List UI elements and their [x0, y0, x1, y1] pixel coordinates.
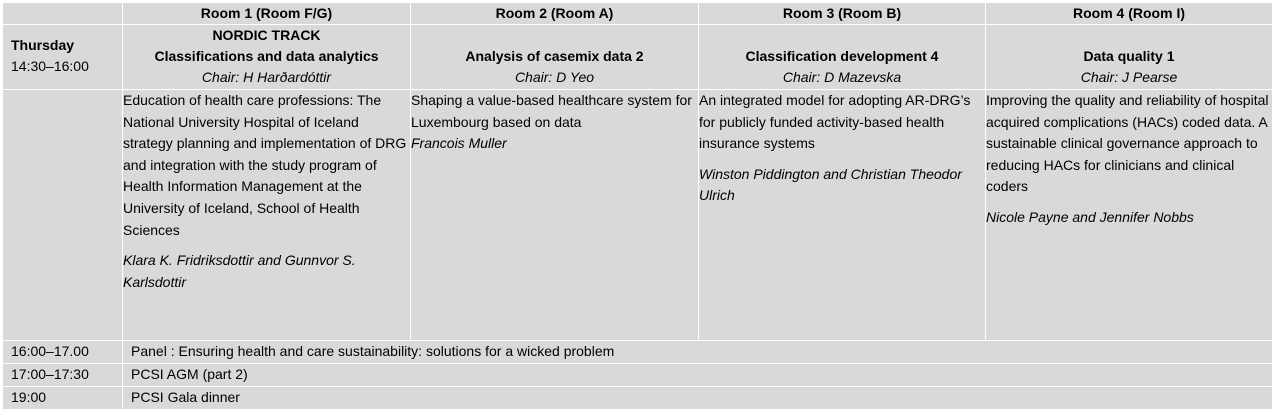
session-title: Classification development 4: [745, 48, 939, 64]
paper-room2: [411, 90, 699, 341]
header-row: [3, 3, 1273, 25]
row-text: Panel : Ensuring health and care sustainability: solutions for a wicked problem: [123, 341, 1273, 364]
session-row: [3, 25, 1273, 90]
program-row-dinner: [3, 387, 1273, 410]
session-title: Data quality 1: [1083, 48, 1175, 64]
room-header-3: Room 3 (Room B): [699, 3, 986, 25]
paper-room1: [123, 90, 411, 341]
session-time: 14:30–16:00: [11, 58, 89, 74]
paper-room3: [699, 90, 986, 341]
session-title: Classifications and data analytics: [154, 48, 379, 64]
room-header-1: Room 1 (Room F/G): [123, 3, 411, 25]
paper-authors: Nicole Payne and Jennifer Nobbs: [986, 208, 1194, 225]
row-time: 19:00: [3, 387, 123, 410]
paper-authors: Winston Piddington and Christian Theodor Ulrich: [699, 165, 962, 204]
session-title: Analysis of casemix data 2: [465, 48, 644, 64]
session-room2: [411, 25, 699, 90]
session-chair: Chair: H Harðardóttir: [201, 69, 332, 85]
session-day: Thursday: [11, 37, 75, 53]
paper-title: Shaping a value-based healthcare system for Luxembourg based on data: [411, 92, 692, 130]
session-room3: [699, 25, 986, 90]
papers-row: [3, 90, 1273, 341]
session-chair: Chair: J Pearse: [1080, 69, 1178, 85]
header-corner: [3, 3, 123, 25]
session-chair: Chair: D Mazevska: [782, 69, 902, 85]
row-text: PCSI AGM (part 2): [123, 364, 1273, 387]
session-time-cell: [3, 25, 123, 90]
paper-title: Improving the quality and reliability of hospital acquired complications (HACs) coded data. A sustainable clinical governance approach to reducing HACs for clinicians and clinical coders: [986, 92, 1269, 195]
room-header-2: Room 2 (Room A): [411, 3, 699, 25]
row-time: 17:00–17:30: [3, 364, 123, 387]
paper-authors: Francois Muller: [411, 135, 507, 152]
paper-title: Education of health care professions: The National University Hospital of Iceland strategy planning and implementation of DRG and integration with the study program of Health Information Management at the University of Iceland, School of Health Sciences: [123, 92, 407, 238]
room-header-4: Room 4 (Room I): [986, 3, 1273, 25]
paper-title: An integrated model for adopting AR-DRG’s for publicly funded activity-based health insurance systems: [699, 92, 971, 152]
row-time: 16:00–17.00: [3, 341, 123, 364]
session-room1: [123, 25, 411, 90]
paper-room4: [986, 90, 1273, 341]
session-chair: Chair: D Yeo: [514, 69, 595, 85]
row-text: PCSI Gala dinner: [123, 387, 1273, 410]
paper-authors: Klara K. Fridriksdottir and Gunnvor S. Karlsdottir: [123, 252, 356, 290]
program-row-panel: [3, 341, 1273, 364]
session-room4: [986, 25, 1273, 90]
schedule-table: [2, 2, 1273, 410]
papers-time-cell: [3, 90, 123, 341]
program-row-agm: [3, 364, 1273, 387]
session-track: NORDIC TRACK: [212, 27, 321, 43]
